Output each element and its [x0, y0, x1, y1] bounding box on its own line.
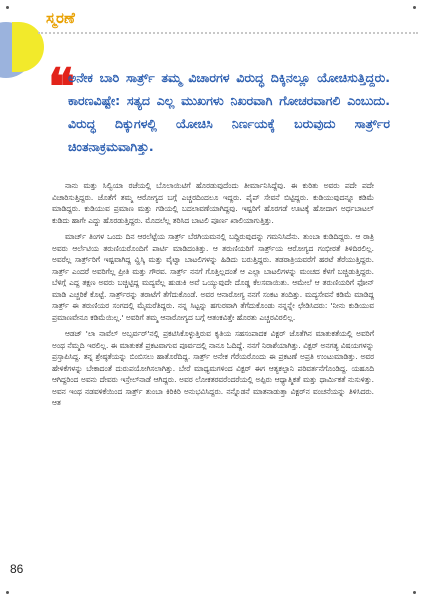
body-text	[52, 180, 374, 414]
pull-quote: ಅನೇಕ ಬಾರಿ ಸಾರ್ತ್ರ್ ತಮ್ಮ ವಿಚಾರಗಳ ವಿರುದ್ಧ ದಿಕ್ಕಿನಲ್ಲೂ ಯೋಚಿಸುತ್ತಿದ್ದರು. ಕಾರಣವಿಷ್ಟೇ: ಸತ್ಯದ ಎಲ್ಲ ಮುಖಗಳು ನಿಖರವಾಗಿ ಗೋಚರವಾಗಲಿ ಎಂಬುದು. ವಿರುದ್ಧ ದಿಕ್ಕುಗಳಲ್ಲಿ ಯೋಚಿಸಿ ನಿರ್ಣಯಕ್ಕೆ ಬರುವುದು ಸಾರ್ತ್ರ್‌ರ ಚಿಂತನಾಕ್ರಮವಾಗಿತ್ತು.	[68, 70, 390, 154]
page-number: 86	[10, 562, 24, 576]
body-paragraph: ನಾನು ಮತ್ತು ಸಿಲ್ವಿಯಾ ರಜೆಯಲ್ಲಿ ಬೊಲಾಯಿಟಿಗೆ ಹೊರಡುವುದೆಂದು ತೀರ್ಮಾನಿಸಿದ್ದೆವು. ಈ ಕುರಿತು ಅವರು ಪದೇ ಪದೇ ವಿಚಾರಿಸುತ್ತಿದ್ದರು. ಜೊತೆಗೆ ತಮ್ಮ ಆರೋಗ್ಯದ ಬಗ್ಗೆ ಎಚ್ಚರದಿಂದಲೂ ಇದ್ದರು. ಪೈಪ್ ಸೇವನೆ ಬಿಟ್ಟಿದ್ದರು. ಕುಡಿಯುವುದನ್ನೂ ಕಡಿಮೆ ಮಾಡಿದ್ದರು. ಕುಡಿಯುವ ಪ್ರಮಾಣ ಮತ್ತು ಗಡಿಯಲ್ಲಿ ಬದಲಾವಣೆಯಾಗಿದ್ದವು. ಇಷ್ಟರಿಗೆ ಹೊರಗಡೆ ಊಟಕ್ಕೆ ಹೋದಾಗ ಅರ್ಧಬಾಟಲ್ ಕುಡಿದು ಹಾಗೇ ಎದ್ದು ಹೊರಡುತ್ತಿದ್ದರು. ಮೊದಲೆಲ್ಲ ತರಿಸಿದ ಬಾಟಲಿ ಪೂರ್ಣ ಖಾಲಿಯಾಗುತ್ತಿತ್ತು.	[52, 181, 374, 225]
crop-mark	[413, 6, 416, 9]
body-paragraph: ಮಾರ್ಚ್ ತಿಂಗಳ ಒಂದು ದಿನ ಆರಲೆಟ್ಟೆಯ ಸಾರ್ತ್ರ್ ಬೆರಗಿಯಮನಲ್ಲಿ ಬದ್ದಿರುವುದನ್ನು ಗಮನಿಸಿದೆನು. ತುಂಬಾ ಕುಡಿದಿದ್ದರು. ಆ ರಾತ್ರಿ ಅವರು ಆರ್ಲೆಟಿಯ ತರುಣಿಯರೊಂದಿಗೆ ಪಾರ್ಟಿ ಮಾಡಿದಂತಿತ್ತು. ಆ ತರುಣಿಯರಿಗೆ ಸಾರ್ತ್ರ್‌ಯ ಆರೋಗ್ಯದ ಗಂಭೀರತೆ ತಿಳಿದಿರಲಿಲ್ಲ. ಅವರೆಲ್ಲ ಸಾರ್ತ್ರ್‌ರಿಗೆ ಇಷ್ಟವಾಗಿದ್ದ ವ್ಹಿಸ್ಕಿ ಮತ್ತು ವೈಟ್ವಾ ಬಾಟಲಿಗಳನ್ನು ಹಿಡಿದು ಬರುತ್ತಿದ್ದರು. ತಡರಾತ್ರಿಯವರೆಗೆ ಹರಟೆ ತೆರೆಯುತ್ತಿದ್ದರು. ಸಾರ್ತ್ರ್ ಎಂದರೆ ಅವರಿಗೆಲ್ಲ ಪ್ರೀತಿ ಮತ್ತು ಗೌರವ. ಸಾರ್ತ್ರ್ ನನಗೆ ಗೊತ್ತಿಲ್ಲದಂತೆ ಆ ಎಲ್ಲಾ ಬಾಟಲಿಗಳನ್ನು ಮಂಚದ ಕೆಳಗೆ ಬಚ್ಚಿಡುತ್ತಿದ್ದರು. ಬೆಳಿಗ್ಗೆ ಎದ್ದ ತಕ್ಷಣ ಅವರು ಬಚ್ಚಿಟ್ಟಿದ್ದ ಮದ್ಯವೆಲ್ಲ ಹುಡುಕಿ ಅವೆ ಒಯ್ಯುವುದೇ ದೊಡ್ಡ ಕೆಲಸವಾಯಿತು. ಆಮೇಲೆ ಆ ತರುಣಿಯರಿಗೆ ಫೋನ್ ಮಾಡಿ ಎಚ್ಚರಿಕೆ ಕೊಟ್ಟೆ. ಸಾರ್ತ್ರ್‌ರನ್ನು ತರಾಟೆಗೆ ತೆಗೆದುಕೊಂಡೆ. ಅವರ ಆನಾರೋಗ್ಯ ನನಗೆ ಸಂಕಟ ತಂದಿತ್ತು. ಮದ್ಯಸೇವನೆ ಕಡಿಮೆ ಮಾಡಿದ್ದ ಸಾರ್ತ್ರ್ ಈ ತರುಣಿಯರ ಸಂಗದಲ್ಲಿ ಮೈಮರೆತಿದ್ದರು. ನನ್ನ ಸಿಟ್ಟನ್ನು ಹಗುರವಾಗಿ ತೆಗೆದುಕೊಂಡು ನನ್ನನ್ನೇ ಛೇಡಿಸಿದರು: 'ನೀನು ಕುಡಿಯುವ ಪ್ರಮಾಣವೇನೂ ಕಡಿಮೆಯಿಲ್ಲ.' ಅವರಿಗೆ ತಮ್ಮ ಆನಾರೋಗ್ಯದ ಬಗ್ಗೆ ಆತಂಕವಿತ್ತೇ ಹೊರತು ಎಚ್ಚರವಿರಲಿಲ್ಲ.	[52, 232, 374, 322]
quote-mark-icon: ❝	[48, 57, 75, 116]
crop-mark	[413, 591, 416, 594]
dotted-divider	[38, 32, 418, 34]
decorative-yellow-half-circle	[12, 22, 44, 72]
section-title: ಸ್ಮರಣೆ	[46, 9, 75, 27]
body-paragraph: ಆಡಜ್ 'ಲಾ ನಾವೆಲ್ ಅಬ್ಸರ್ವರ್'ನಲ್ಲಿ ಪ್ರಕಟಿಸಿಕೊಳ್ಳುತ್ತಿರುವ ಕೃತಿಯ ಸಹಸಂಪಾದಕ ವಿಕ್ಟರ್ ಜೊತೆಗಿನ ಮಾತುಕತೆಯಲ್ಲಿ ಅವರಿಗೆ ಅಂಥ ನೆಮ್ಮದಿ ಇರಲಿಲ್ಲ. ಈ ಮಾತುಕತೆ ಪ್ರಕಟವಾಗುವ ಪೂರ್ವದಲ್ಲಿ ನಾನೂ ಓದಿದ್ದೆ. ನನಗೆ ನಿರಾಶೆಯಾಗಿತ್ತು. ವಿಕ್ಟರ್ ಅನಗತ್ಯ ವಿಷಯಗಳನ್ನು ಪ್ರಸ್ತಾಪಿಸಿದ್ದ. ತನ್ನ ಶ್ರೇಷ್ಠತೆಯನ್ನು ಬಿಂಬಿಸಲು ಹಾತೊರೆದಿದ್ದ. ಸಾರ್ತ್ರ್ ಅನೇಕ ಗೆರೆಯರೊಂದು ಈ ಪ್ರಕಟಣೆ ಅಪ್ರತಿ ಉಂಟುಮಾಡಿತ್ತು. ಅವರ ಹೇಳಿಕೆಗಳನ್ನು ಬೇಕಾದಂತೆ ದುರುಪಯೋಗಿಸಲಾಗಿತ್ತು. ಬೇರೆ ಮಾಧ್ಯಮಗಳಿಂದ ವಿಕ್ಟರ್ ಈಗ ಆತ್ಯಕಲ್ಪಾನಿ ಪರಿವರ್ತನೆಗೊಂಡಿದ್ದ. ಯಹೂದಿ ಆಗಿದ್ದರಿಂದ ಅವನು ದೇವರು ಇಸ್ರೇಲ್‌ನಾಡೆ ಆಗಿದ್ದರು. ಅವರ ಲೋಕತರವರೆಂದರೆಯಲ್ಲಿ ಅಪ್ಪಿರು ಆಧ್ಯಾತ್ಮಿಕತೆ ಮತ್ತು ಧಾರ್ಮಿಕತೆ ನುಸುಳಿತ್ತು. ಅವನ ಇಂಥ ನಡವಳಿಕೆಯಿಂದ ಸಾರ್ತ್ರ್ ತುಂಬಾ ಕಿರಿಕಿರಿ ಅನುಭವಿಸಿದ್ದರು. ನನ್ನೊಡನೆ ಮಾತನಾಡುತ್ತಾ ವಿಕ್ಟರ್‌ನ ವಂಚನೆಯನ್ನು ತಿಳಿಸಿದರು. ಆತ	[52, 329, 374, 407]
crop-mark	[6, 6, 9, 9]
crop-mark	[6, 591, 9, 594]
